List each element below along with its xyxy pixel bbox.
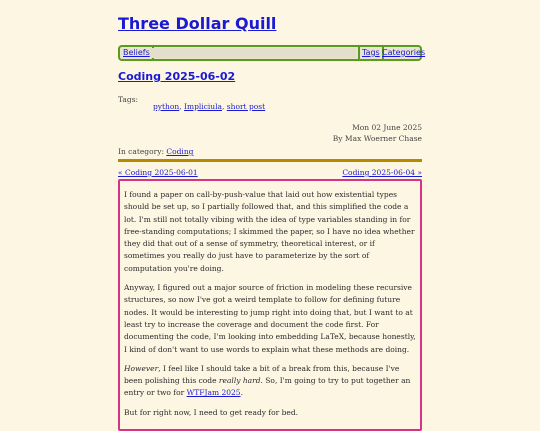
emphasis-really-hard: really hard	[218, 376, 261, 386]
prev-post-link[interactable]: « Coding 2025-06-01	[118, 168, 198, 177]
post-author: By Max Woerner Chase	[332, 134, 422, 143]
category-link-coding[interactable]: Coding	[166, 147, 194, 156]
nav-bar	[118, 45, 426, 61]
wtfjam-link[interactable]: WTFJam 2025	[186, 388, 241, 398]
paragraph-4: But for right now, I need to get ready for bed.	[124, 407, 299, 417]
post-content	[118, 179, 422, 431]
emphasis-however: However	[124, 363, 159, 373]
site-title-link[interactable]: Three Dollar Quill	[118, 14, 277, 33]
next-post-link[interactable]: Coding 2025-06-04 »	[342, 168, 422, 177]
paragraph-2: Anyway, I figured out a major source of friction in modeling these recursive structures, so now I've got a weird template to follow for defining future nodes. It would be interesting to jump right into doing that, but I want to at least try to increase the coverage and document the code first. For documenting the code, I'm looking into embedding LaTeX, because honestly, I kind of don't want to use words to explain what these methods are doing.	[124, 283, 416, 354]
tag-link-python[interactable]: python	[153, 102, 180, 111]
tag-link-impliciula[interactable]: Impliciula	[184, 102, 222, 111]
paragraph-3: However, I feel like I should take a bit of a break from this, because I've been polishing this code really hard. So, I'm going to try to put together an entry or two for WTFJam 2025.	[124, 363, 411, 398]
paragraph-1: I found a paper on call-by-push-value that laid out how existential types should be set up, so I partially followed that, and this simplified the code a lot. I'm still not totally vibing with the idea of type variables standing in for free-standing computations; I skimmed the paper, so I have no idea whether they did that out of a sense of symmetry, theoretical interest, or if sometimes you really do just have to parameterize by the sort of computation you're doing.	[124, 190, 415, 273]
post-category	[118, 147, 193, 156]
post-title-link[interactable]: Coding 2025-06-02	[118, 70, 236, 83]
tags-list: python, Impliciula, short post	[153, 102, 266, 111]
post-date: Mon 02 June 2025	[352, 123, 422, 132]
tags-label: Tags:	[118, 95, 139, 104]
divider	[118, 159, 422, 162]
nav-link-beliefs[interactable]: Beliefs	[121, 47, 154, 59]
nav-link-categories[interactable]: Categories	[382, 48, 426, 57]
nav-link-tags[interactable]: Tags	[358, 47, 384, 59]
nav-spacer	[150, 48, 356, 58]
category-label: In category:	[118, 147, 164, 156]
tag-link-short-post[interactable]: short post	[226, 102, 266, 111]
